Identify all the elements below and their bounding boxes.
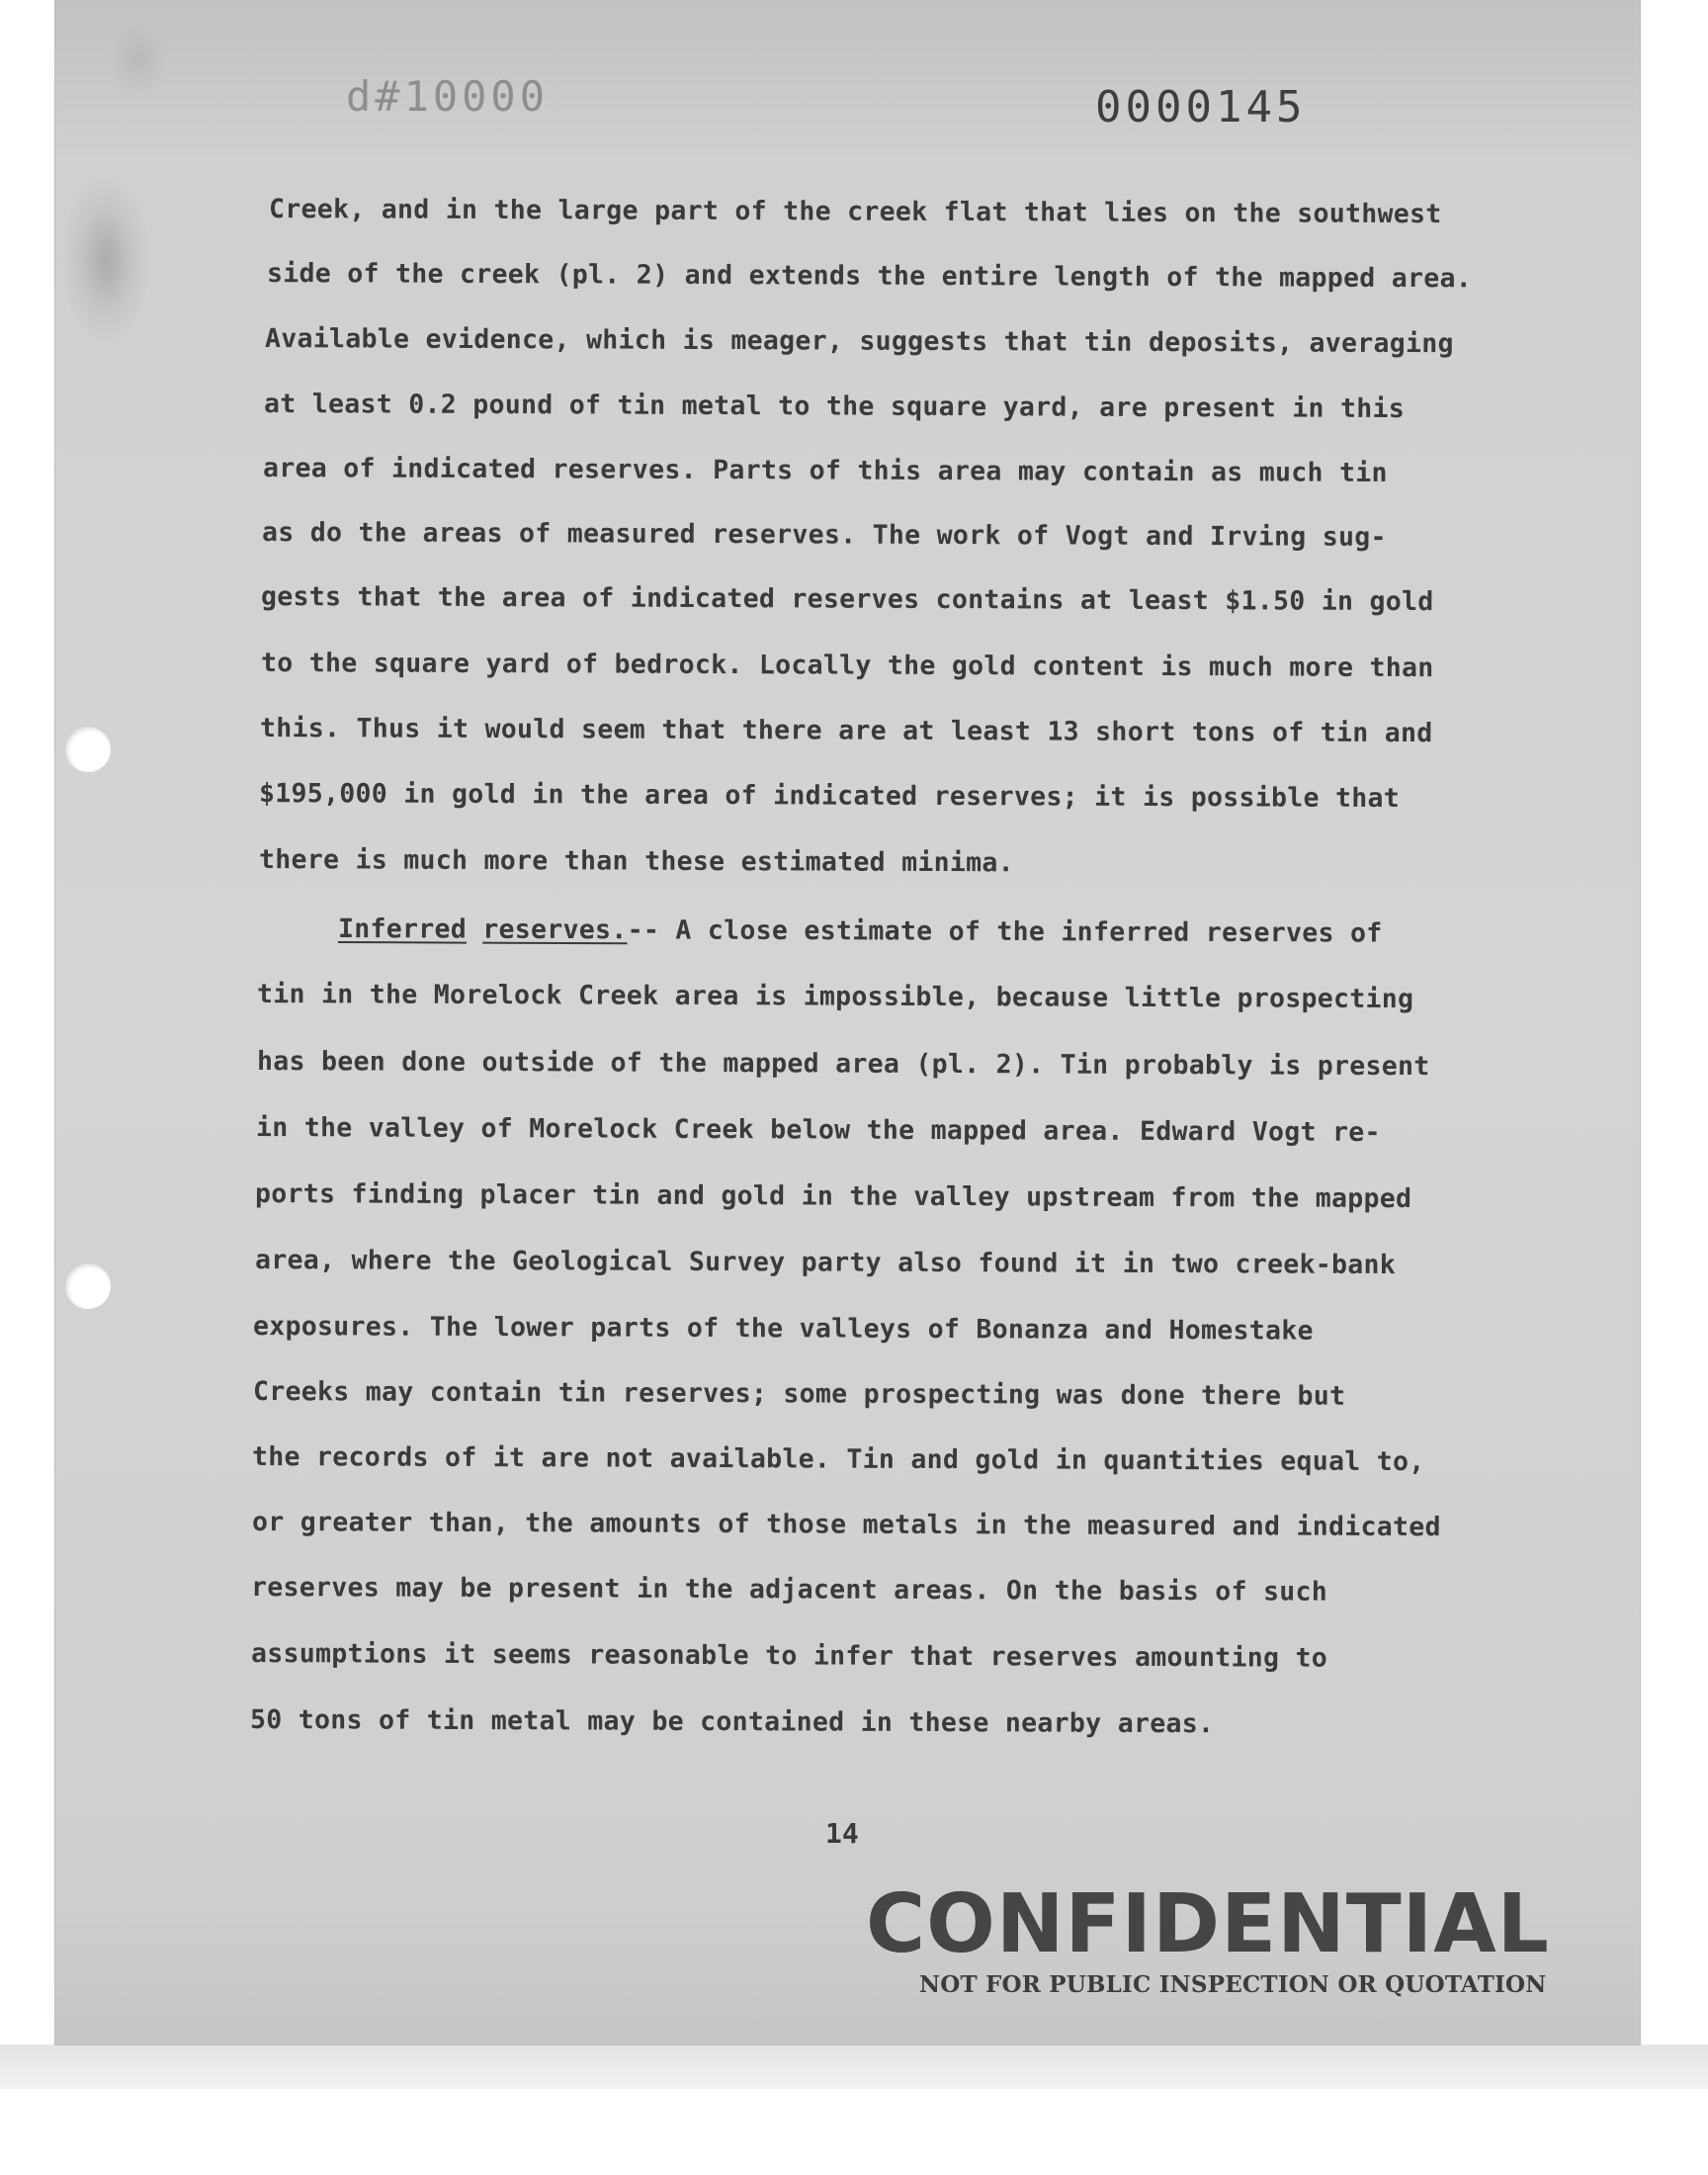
- body-line: Available evidence, which is meager, suggests that tin deposits, averaging: [264, 323, 1454, 360]
- section-heading-word1: Inferred: [337, 914, 468, 945]
- body-line: reserves may be present in the adjacent areas. On the basis of such: [250, 1572, 1328, 1608]
- body-line: as do the areas of measured reserves. The work of Vogt and Irving sug-: [261, 517, 1387, 553]
- punch-hole-lower: [65, 1263, 111, 1309]
- punch-hole-upper: [65, 727, 111, 772]
- scan-smudge: [61, 176, 150, 344]
- body-line: $195,000 in gold in the area of indicated reserves; it is possible that: [258, 778, 1401, 815]
- section-heading-line: [338, 914, 1383, 949]
- page-number: 14: [825, 1817, 859, 1850]
- confidential-notice: NOT FOR PUBLIC INSPECTION OR QUOTATION: [919, 1971, 1547, 1998]
- body-line: area of indicated reserves. Parts of this area may contain as much tin: [262, 453, 1388, 488]
- body-line: Creeks may contain tin reserves; some prospecting was done there but: [252, 1376, 1346, 1412]
- body-line: the records of it are not available. Tin and gold in quantities equal to,: [251, 1441, 1425, 1478]
- body-line: side of the creek (pl. 2) and extends the entire length of the mapped area.: [266, 258, 1473, 295]
- body-line: to the square yard of bedrock. Locally the gold content is much more than: [260, 648, 1434, 684]
- document-id-stamp: d#10000: [346, 72, 550, 121]
- body-line: exposures. The lower parts of the valleys of Bonanza and Homestake: [252, 1311, 1314, 1347]
- body-line: has been done outside of the mapped area (pl. 2). Tin probably is present: [256, 1046, 1430, 1083]
- scan-smudge-top: [109, 20, 168, 99]
- body-line: tin in the Morelock Creek area is impossible, because little prospecting: [256, 979, 1414, 1015]
- body-line: assumptions it seems reasonable to infer that reserves amounting to: [250, 1638, 1328, 1674]
- page-serial-stamp: 0000145: [1095, 82, 1307, 132]
- body-line: 50 tons of tin metal may be contained in these nearby areas.: [249, 1704, 1215, 1740]
- body-line: in the valley of Morelock Creek below the mapped area. Edward Vogt re-: [255, 1112, 1381, 1148]
- confidential-stamp: CONFIDENTIAL: [866, 1877, 1550, 1971]
- body-line: at least 0.2 pound of tin metal to the square yard, are present in this: [263, 389, 1406, 425]
- sheet-bottom-edge: [0, 2044, 1708, 2089]
- body-line: ports finding placer tin and gold in the valley upstream from the mapped: [254, 1178, 1412, 1215]
- section-heading-rest: -- A close estimate of the inferred reserves of: [627, 914, 1383, 949]
- body-line: or greater than, the amounts of those metals in the measured and indicated: [251, 1507, 1441, 1543]
- body-line: area, where the Geological Survey party also found it in two creek-bank: [254, 1245, 1397, 1281]
- section-heading-word2: reserves.: [482, 914, 628, 946]
- body-line: gests that the area of indicated reserves contains at least $1.50 in gold: [260, 581, 1434, 618]
- body-line: this. Thus it would seem that there are at least 13 short tons of tin and: [259, 713, 1433, 749]
- document-sheet: [55, 0, 1640, 2044]
- body-line: Creek, and in the large part of the creek flat that lies on the southwest: [268, 194, 1442, 230]
- body-line: there is much more than these estimated minima.: [258, 844, 1015, 879]
